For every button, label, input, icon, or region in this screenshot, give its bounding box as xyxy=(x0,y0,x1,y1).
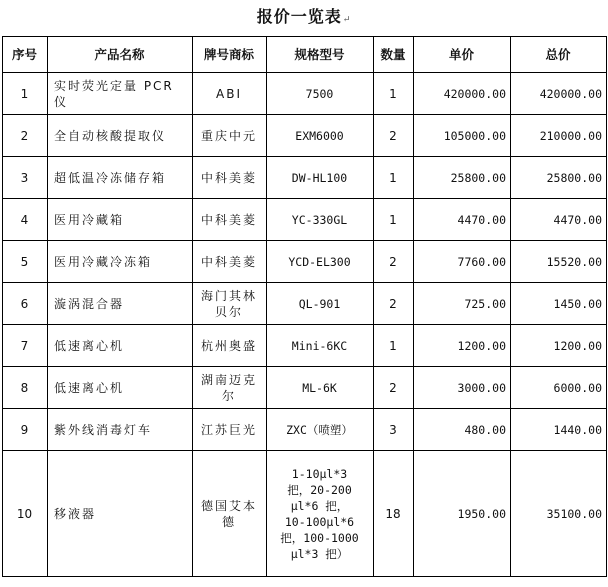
cell-total: 210000.00 xyxy=(511,115,607,157)
cell-price: 1200.00 xyxy=(414,325,511,367)
cell-model: DW-HL100 xyxy=(267,157,374,199)
cell-total: 1440.00 xyxy=(511,409,607,451)
cell-qty: 3 xyxy=(374,409,414,451)
header-total: 总价 xyxy=(511,37,607,73)
model-line: μl*6 把， xyxy=(290,498,349,513)
cell-brand: 中科美菱 xyxy=(193,199,267,241)
cell-no: 7 xyxy=(3,325,48,367)
header-brand: 牌号商标 xyxy=(193,37,267,73)
cell-brand: 江苏巨光 xyxy=(193,409,267,451)
cell-price: 25800.00 xyxy=(414,157,511,199)
header-row xyxy=(3,37,607,73)
cell-total: 6000.00 xyxy=(511,367,607,409)
cell-model: EXM6000 xyxy=(267,115,374,157)
cell-price: 4470.00 xyxy=(414,199,511,241)
cell-qty: 1 xyxy=(374,199,414,241)
cell-model: ML-6K xyxy=(267,367,374,409)
table-row xyxy=(3,283,607,325)
cell-brand: 中科美菱 xyxy=(193,157,267,199)
cell-no: 5 xyxy=(3,241,48,283)
cell-model: 7500 xyxy=(267,73,374,115)
cell-name: 医用冷藏冷冻箱 xyxy=(48,241,193,283)
cell-no: 9 xyxy=(3,409,48,451)
cell-brand: 重庆中元 xyxy=(193,115,267,157)
cell-total: 420000.00 xyxy=(511,73,607,115)
cell-brand: 德国艾本德 xyxy=(193,451,267,577)
cell-no: 4 xyxy=(3,199,48,241)
cell-price: 1950.00 xyxy=(414,451,511,577)
cell-model: Mini-6KC xyxy=(267,325,374,367)
table-row xyxy=(3,157,607,199)
cell-price: 480.00 xyxy=(414,409,511,451)
cell-brand: 海门其林贝尔 xyxy=(193,283,267,325)
cell-qty: 1 xyxy=(374,325,414,367)
cell-name: 全自动核酸提取仪 xyxy=(48,115,193,157)
cell-total: 1450.00 xyxy=(511,283,607,325)
cell-no: 2 xyxy=(3,115,48,157)
cell-price: 725.00 xyxy=(414,283,511,325)
cell-name: 超低温冷冻储存箱 xyxy=(48,157,193,199)
cell-no: 6 xyxy=(3,283,48,325)
cell-model: QL-901 xyxy=(267,283,374,325)
cell-price: 420000.00 xyxy=(414,73,511,115)
cell-no: 8 xyxy=(3,367,48,409)
table-row xyxy=(3,241,607,283)
model-line: μl*3 把） xyxy=(290,546,349,561)
cell-name: 移液器 xyxy=(48,451,193,577)
cell-no: 10 xyxy=(3,451,48,577)
cell-no: 1 xyxy=(3,73,48,115)
cell-name: 低速离心机 xyxy=(48,367,193,409)
model-line: 把，20-200 xyxy=(287,482,352,497)
cell-qty: 2 xyxy=(374,283,414,325)
table-row xyxy=(3,409,607,451)
cell-price: 3000.00 xyxy=(414,367,511,409)
cell-brand: 湖南迈克尔 xyxy=(193,367,267,409)
header-name: 产品名称 xyxy=(48,37,193,73)
cell-name: 漩涡混合器 xyxy=(48,283,193,325)
header-price: 单价 xyxy=(414,37,511,73)
cell-total: 1200.00 xyxy=(511,325,607,367)
cell-total: 25800.00 xyxy=(511,157,607,199)
cell-model: ZXC（喷塑） xyxy=(267,409,374,451)
title-text: 报价一览表 xyxy=(256,7,342,26)
cell-brand: 杭州奥盛 xyxy=(193,325,267,367)
cell-price: 105000.00 xyxy=(414,115,511,157)
table-row xyxy=(3,451,607,577)
cell-brand: ABI xyxy=(193,73,267,115)
model-line: 1-10μl*3 xyxy=(291,466,348,481)
cell-total: 4470.00 xyxy=(511,199,607,241)
model-line: 把，100-1000 xyxy=(280,530,359,545)
cell-no: 3 xyxy=(3,157,48,199)
document-title xyxy=(0,4,608,27)
cell-price: 7760.00 xyxy=(414,241,511,283)
table-row xyxy=(3,115,607,157)
cell-qty: 2 xyxy=(374,241,414,283)
cell-name: 医用冷藏箱 xyxy=(48,199,193,241)
cell-total: 15520.00 xyxy=(511,241,607,283)
cell-qty: 2 xyxy=(374,367,414,409)
table-row xyxy=(3,367,607,409)
cell-qty: 1 xyxy=(374,157,414,199)
header-model: 规格型号 xyxy=(267,37,374,73)
quote-table xyxy=(2,36,607,577)
cell-model: YC-330GL xyxy=(267,199,374,241)
table-row xyxy=(3,199,607,241)
header-qty: 数量 xyxy=(374,37,414,73)
cell-brand: 中科美菱 xyxy=(193,241,267,283)
cell-model: YCD-EL300 xyxy=(267,241,374,283)
cell-name: 低速离心机 xyxy=(48,325,193,367)
cell-total: 35100.00 xyxy=(511,451,607,577)
cell-qty: 2 xyxy=(374,115,414,157)
paragraph-mark: ↵ xyxy=(342,15,352,25)
cell-name: 紫外线消毒灯车 xyxy=(48,409,193,451)
cell-qty: 18 xyxy=(374,451,414,577)
cell-qty: 1 xyxy=(374,73,414,115)
header-no: 序号 xyxy=(3,37,48,73)
cell-name: 实时荧光定量 PCR 仪 xyxy=(48,73,193,115)
model-line: 10-100μl*6 xyxy=(284,514,355,529)
table-row xyxy=(3,325,607,367)
table-row xyxy=(3,73,607,115)
cell-model-multiline xyxy=(267,451,374,577)
